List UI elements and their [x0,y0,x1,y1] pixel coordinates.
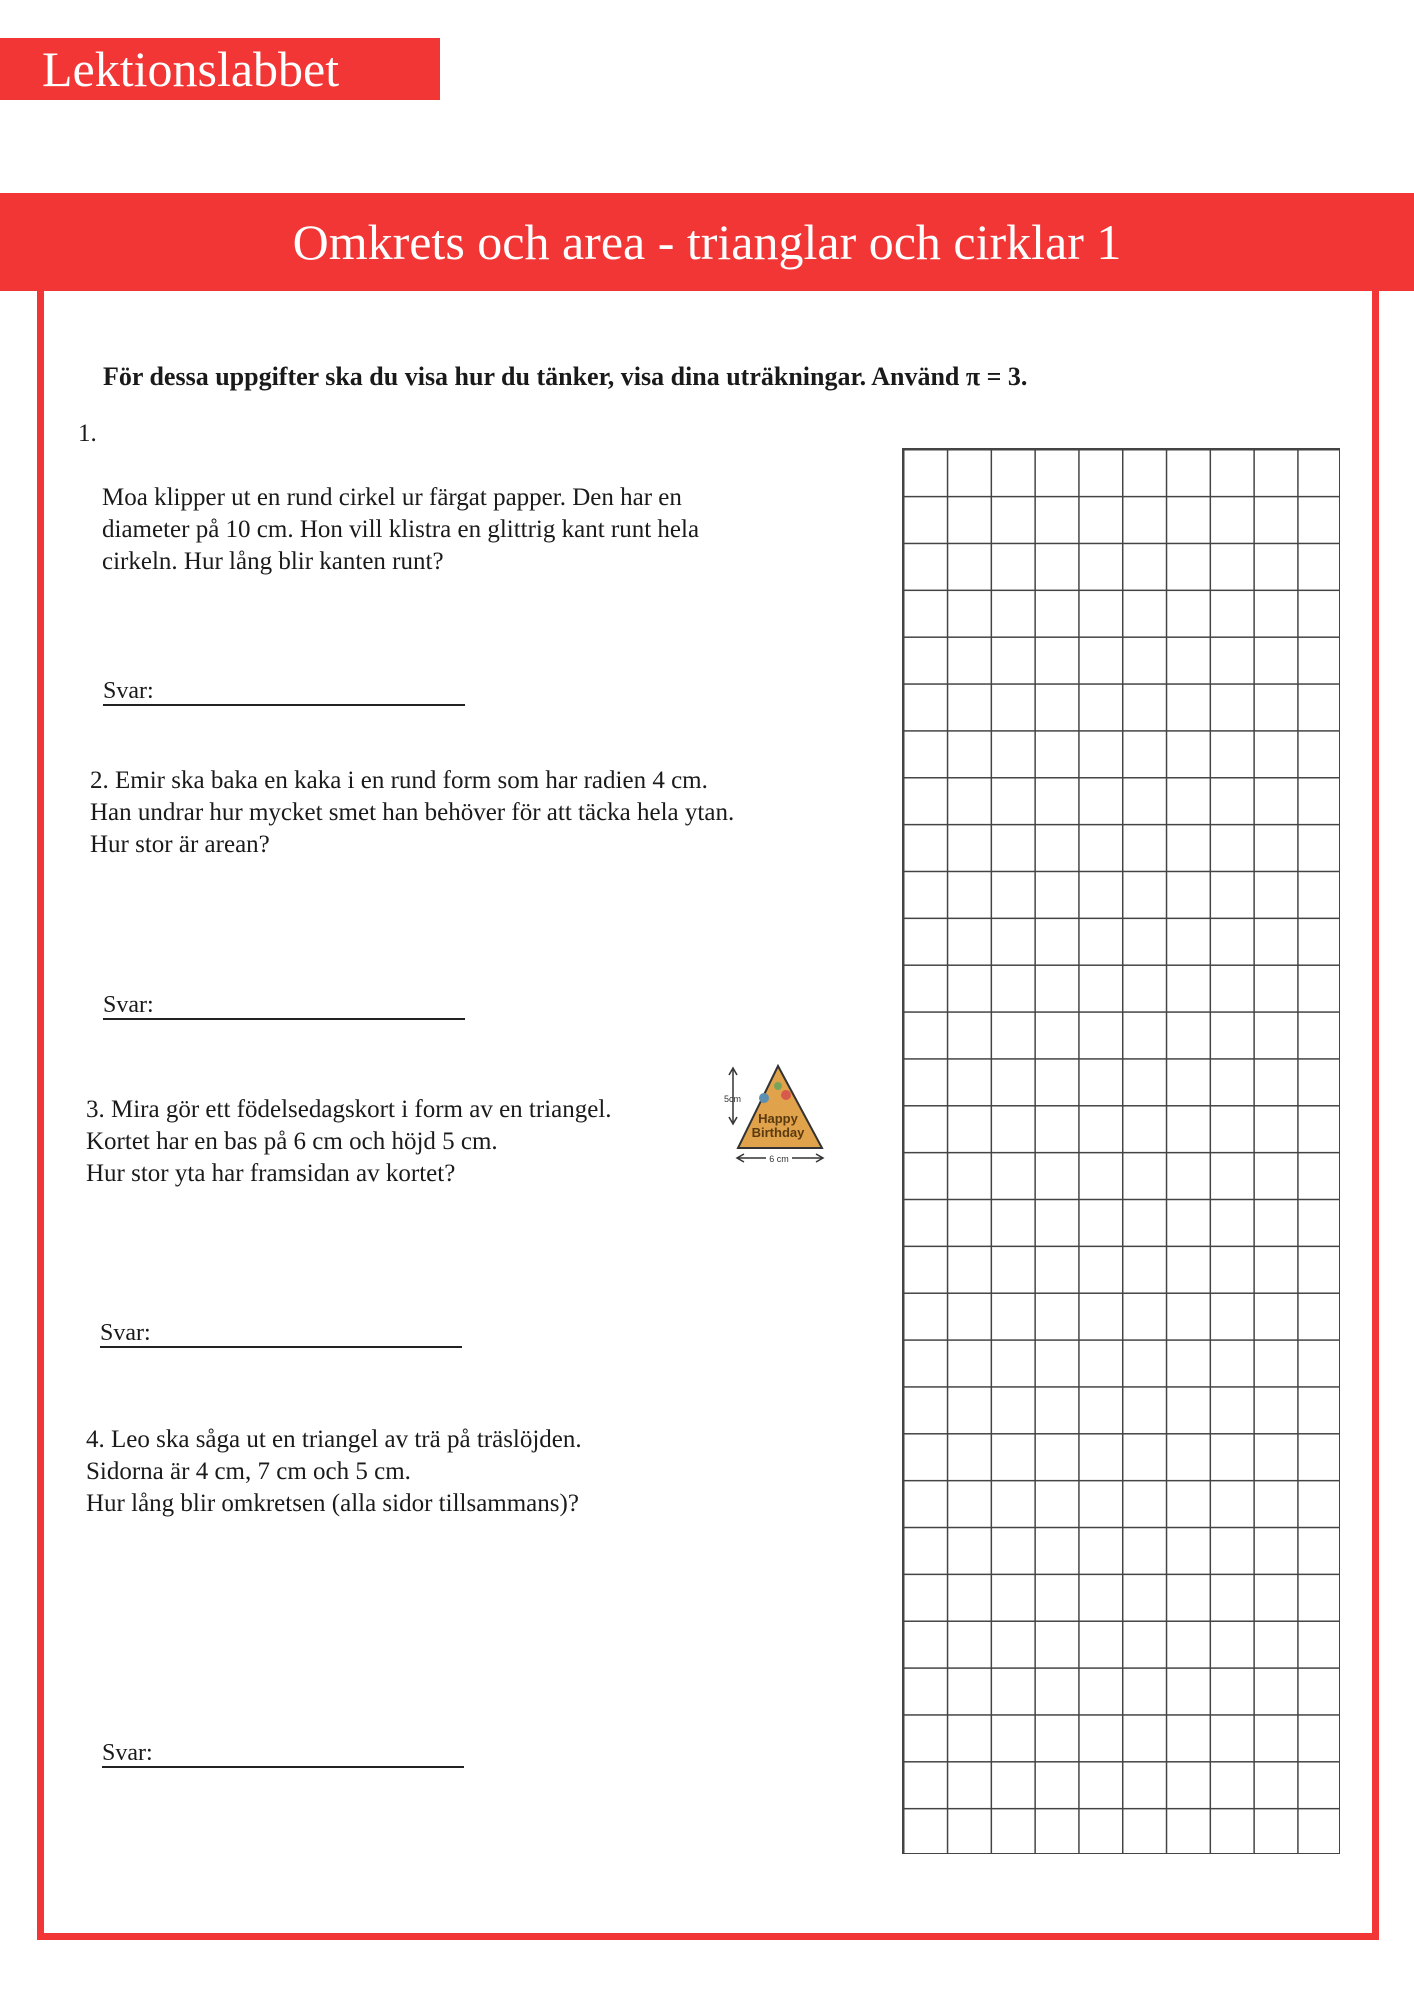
base-label: 6 cm [769,1154,789,1164]
height-label: 5cm [724,1094,742,1104]
task-1-text: Moa klipper ut en rund cirkel ur färgat papper. Den har en diameter på 10 cm. Hon vill klistra en glittrig kant runt hela cirkeln. Hur lång blir kanten runt? [102,484,700,575]
task-1-number: 1. [78,420,97,447]
task-2-answer-line[interactable] [103,1018,465,1020]
task-4-text: 4. Leo ska såga ut en triangel av trä på träslöjden. Sidorna är 4 cm, 7 cm och 5 cm. Hur lång blir omkretsen (alla sidor tillsammans)? [86,1426,582,1517]
balloon-blue-icon [759,1093,769,1103]
task-3-answer-label: Svar: [100,1320,151,1346]
task-3-text: 3. Mira gör ett födelsedagskort i form av en triangel. Kortet har en bas på 6 cm och höjd 5 cm. Hur stor yta har framsidan av kortet? [86,1096,612,1187]
card-text-happy: Happy [758,1111,798,1126]
task-4 [86,1392,846,1520]
task-2-text: 2. Emir ska baka en kaka i en rund form som har radien 4 cm. Han undrar hur mycket smet han behöver för att täcka hela ytan. Hur stor är arean? [90,767,735,858]
instruction-text: För dessa uppgifter ska du visa hur du tänker, visa dina uträkningar. Använd π = 3. [103,362,1028,391]
task-1 [78,418,862,578]
task-4-answer-label: Svar: [102,1740,153,1766]
task-3-answer-line[interactable] [100,1346,462,1348]
task-2 [90,733,890,861]
birthday-card-illustration [722,1062,834,1168]
balloon-red-icon [781,1090,791,1100]
brand-logo: Lektionslabbet [0,38,440,100]
task-4-answer-line[interactable] [102,1766,464,1768]
balloon-green-icon [774,1082,782,1090]
card-text-birthday: Birthday [751,1125,805,1140]
task-1-answer-line[interactable] [103,704,465,706]
task-3 [86,1062,726,1190]
task-2-answer-label: Svar: [103,992,154,1018]
page-title: Omkrets och area - trianglar och cirklar 1 [0,193,1414,291]
task-1-answer-label: Svar: [103,678,154,704]
calculation-grid[interactable] [902,448,1340,1854]
